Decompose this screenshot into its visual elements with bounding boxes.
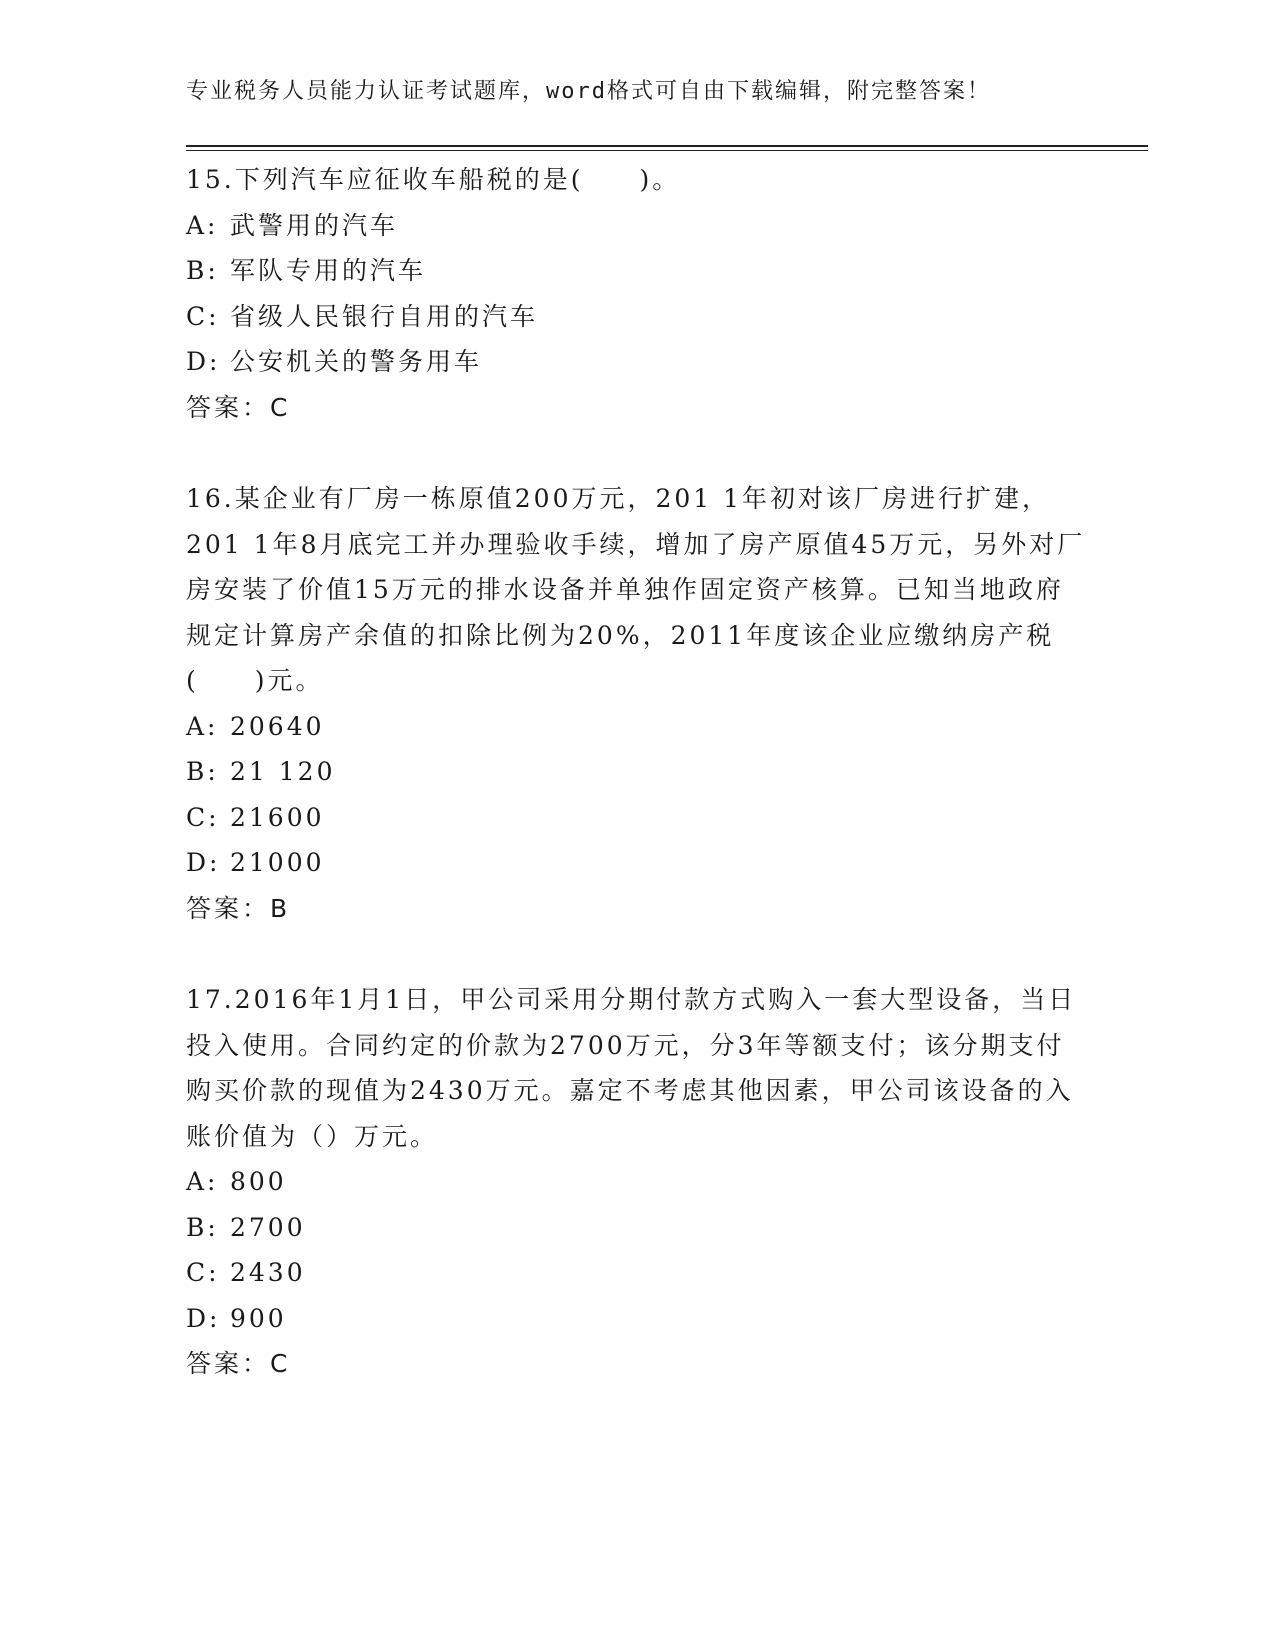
option-text: 21600 xyxy=(230,802,325,832)
option-text: 800 xyxy=(230,1167,287,1196)
option-a xyxy=(186,704,1086,750)
option-text: 21000 xyxy=(230,848,325,877)
option-key: B: xyxy=(186,1212,219,1242)
option-key: D: xyxy=(186,347,221,376)
option-d xyxy=(186,840,1086,886)
option-a xyxy=(186,1159,1086,1205)
option-c xyxy=(186,795,1086,841)
option-key: D: xyxy=(186,1303,221,1333)
option-text: 20640 xyxy=(230,711,325,741)
option-c xyxy=(186,1250,1086,1296)
option-text: 2700 xyxy=(230,1212,306,1242)
question-16 xyxy=(186,476,1086,931)
question-17 xyxy=(186,977,1086,1387)
option-key: D: xyxy=(186,848,221,877)
question-list xyxy=(186,157,1086,1433)
option-c xyxy=(186,294,1086,340)
option-key: A: xyxy=(186,1167,219,1196)
option-key: C: xyxy=(186,802,220,832)
question-stem: 15.下列汽车应征收车船税的是( )。 xyxy=(186,165,681,194)
option-text: 武警用的汽车 xyxy=(230,210,399,240)
answer-line: 答案：C xyxy=(186,1349,291,1378)
option-text: 省级人民银行自用的汽车 xyxy=(230,301,539,331)
question-stem: 17.2016年1月1日，甲公司采用分期付款方式购入一套大型设备，当日投入使用。合同约定的价款为2700万元，分3年等额支付；该分期支付购买价款的现值为2430万元。嘉定不考虑其他因素，甲公司该设备的入账价值为（）万元。 xyxy=(186,985,1077,1151)
option-key: A: xyxy=(186,711,219,741)
option-b xyxy=(186,749,1086,795)
page-header: 专业税务人员能力认证考试题库，word格式可自由下载编辑，附完整答案！ xyxy=(186,79,991,104)
option-d xyxy=(186,1296,1086,1342)
option-key: B: xyxy=(186,757,219,786)
question-15 xyxy=(186,157,1086,430)
option-key: C: xyxy=(186,1258,220,1287)
option-text: 900 xyxy=(230,1303,287,1333)
option-key: B: xyxy=(186,256,219,285)
header-divider-thin xyxy=(186,150,1148,151)
option-text: 军队专用的汽车 xyxy=(230,256,427,285)
question-stem: 16.某企业有厂房一栋原值200万元，201 1年初对该厂房进行扩建，201 1年8月底完工并办理验收手续，增加了房产原值45万元，另外对厂房安装了价值15万元的排水设备并单独作固定资产核算。已知当地政府规定计算房产余值的扣除比例为20%，2011年度该企业应缴纳房产税( )元。 xyxy=(186,484,1086,695)
option-key: A: xyxy=(186,210,219,240)
option-b xyxy=(186,1205,1086,1251)
option-b xyxy=(186,248,1086,294)
answer-line: 答案：C xyxy=(186,392,291,422)
option-d xyxy=(186,339,1086,385)
option-text: 公安机关的警务用车 xyxy=(230,347,483,376)
option-text: 2430 xyxy=(230,1258,306,1287)
option-key: C: xyxy=(186,301,220,331)
header-divider-thick xyxy=(186,145,1148,147)
answer-line: 答案：B xyxy=(186,893,291,923)
option-a xyxy=(186,203,1086,249)
option-text: 21 120 xyxy=(230,757,336,786)
